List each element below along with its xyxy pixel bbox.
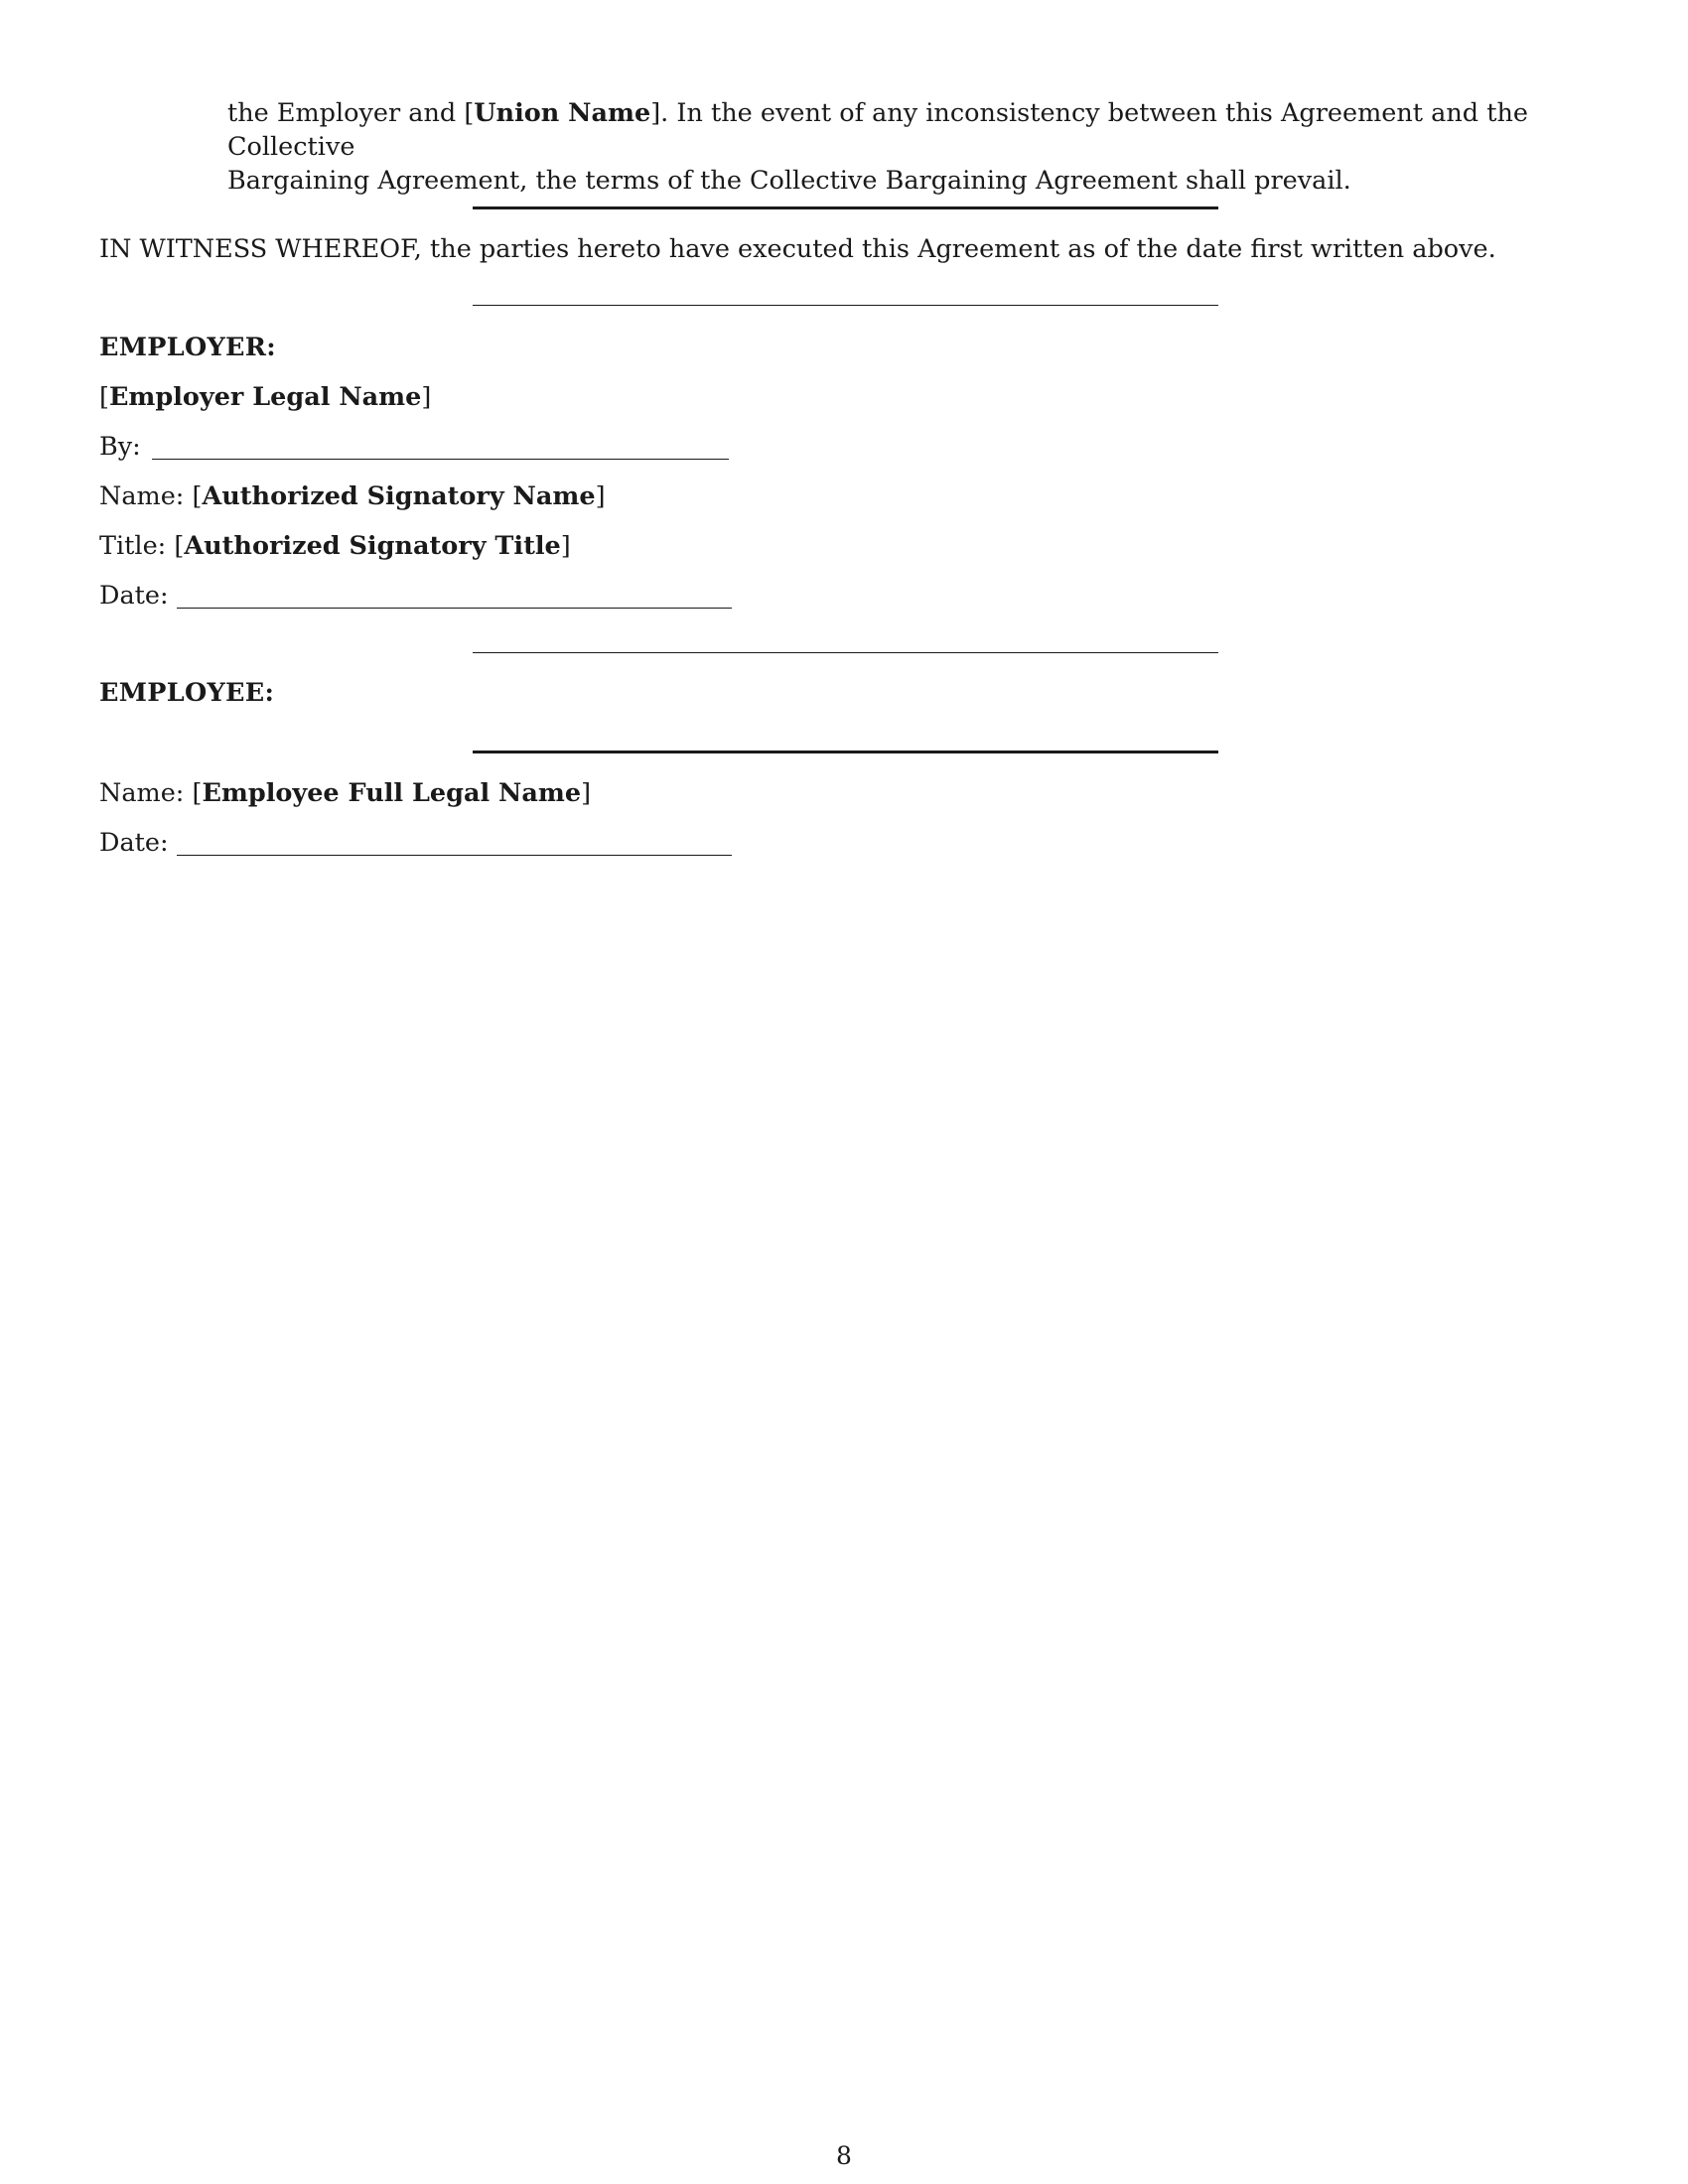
- employee-date-label: Date:: [99, 828, 169, 858]
- witness-clause: IN WITNESS WHEREOF, the parties hereto have executed this Agreement as of the date first written above.: [99, 234, 1496, 264]
- employer-date-label: Date:: [99, 581, 169, 611]
- employee-name-label: Name:: [99, 778, 185, 808]
- employer-heading: EMPLOYER:: [99, 333, 276, 362]
- continuation-line2: Bargaining Agreement, the terms of the Collective Bargaining Agreement shall prevail.: [227, 166, 1351, 196]
- employer-signature-line[interactable]: [152, 459, 729, 460]
- employer-date-line[interactable]: [177, 608, 732, 609]
- union-name-placeholder: Union Name: [474, 98, 651, 128]
- employee-name-row: Name: [Employee Full Legal Name]: [99, 778, 592, 808]
- employee-full-legal-name-placeholder: Employee Full Legal Name: [202, 778, 582, 808]
- section-divider-3: [473, 652, 1218, 653]
- employee-signature-line[interactable]: [473, 751, 1218, 753]
- continuation-line1-suffix: ]. In the event of any inconsistency between this Agreement and the Collective: [227, 98, 1528, 162]
- employer-title-row: Title: [Authorized Signatory Title]: [99, 531, 571, 561]
- employer-legal-name-placeholder: Employer Legal Name: [108, 382, 422, 412]
- authorized-signatory-title-placeholder: Authorized Signatory Title: [184, 531, 561, 561]
- employee-date-line[interactable]: [177, 855, 732, 856]
- employer-by-label: By:: [99, 432, 141, 462]
- employer-legal-name: [Employer Legal Name]: [99, 382, 432, 412]
- employer-name-label: Name:: [99, 481, 185, 511]
- continuation-line1-prefix: the Employer and [: [227, 98, 475, 128]
- continuation-paragraph: [227, 96, 1593, 198]
- employer-name-row: Name: [Authorized Signatory Name]: [99, 481, 606, 511]
- section-divider-1: [473, 206, 1218, 209]
- page-number: 8: [836, 2141, 852, 2170]
- employee-heading: EMPLOYEE:: [99, 678, 275, 708]
- authorized-signatory-name-placeholder: Authorized Signatory Name: [202, 481, 596, 511]
- section-divider-2: [473, 305, 1218, 306]
- employer-title-label: Title:: [99, 531, 167, 561]
